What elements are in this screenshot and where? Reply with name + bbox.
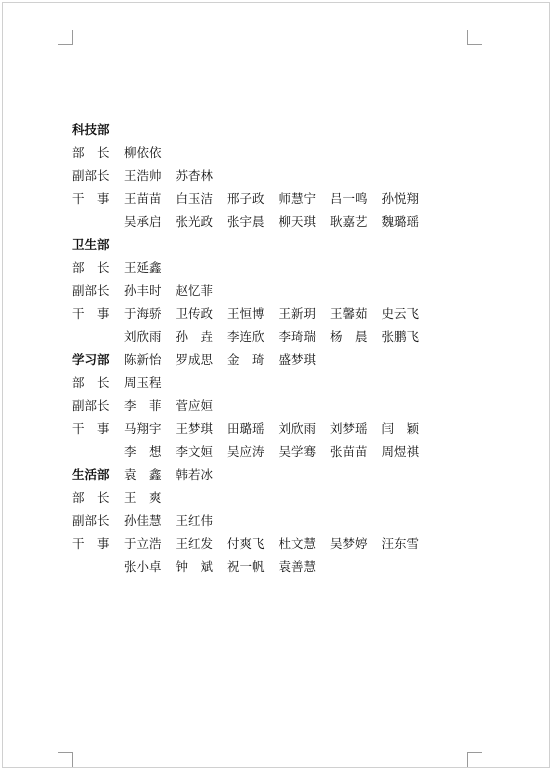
- member-name: 吴承启: [124, 214, 162, 229]
- crop-mark-bottom-left: [58, 752, 73, 767]
- member-name: 白玉洁: [175, 191, 214, 206]
- member-name: 耿嘉艺: [330, 214, 368, 229]
- member-name: 王延鑫: [124, 260, 162, 275]
- member-name: 张苗苗: [330, 444, 368, 459]
- role-label: 副部长: [72, 513, 110, 528]
- member-name: 王红伟: [175, 513, 214, 528]
- member-names: [124, 187, 444, 229]
- member-name: 周玉程: [124, 375, 162, 390]
- role-label: 部 长: [72, 490, 110, 505]
- member-name: 李 菲: [124, 398, 162, 413]
- member-name: 王恒博: [227, 306, 265, 321]
- member-name: 吴应涛: [227, 444, 265, 459]
- member-name: 李连欣: [227, 329, 265, 344]
- role-row: [72, 256, 452, 279]
- role-row: [72, 509, 452, 532]
- member-name: 袁善慧: [278, 559, 317, 574]
- member-name: 王 爽: [124, 490, 162, 505]
- role-label: 干 事: [72, 536, 110, 551]
- crop-mark-top-left: [58, 30, 73, 45]
- member-name: 孙佳慧: [124, 513, 162, 528]
- department-title: 卫生部: [72, 237, 110, 252]
- member-name: 于海骄: [124, 306, 162, 321]
- member-name: 王馨茹: [330, 306, 368, 321]
- member-name: 王浩帅: [124, 168, 162, 183]
- member-name: 王新玥: [278, 306, 317, 321]
- member-name: 盛梦琪: [278, 352, 317, 367]
- member-names: [124, 394, 444, 417]
- member-name: 周煜祺: [381, 444, 420, 459]
- crop-mark-top-right: [467, 30, 482, 45]
- member-name: 王苗苗: [124, 191, 162, 206]
- member-name: 吴学骞: [278, 444, 317, 459]
- role-row: [72, 486, 452, 509]
- member-name: 马翔宇: [124, 421, 162, 436]
- role-label: 部 长: [72, 375, 110, 390]
- member-name: 吴梦婷: [330, 536, 368, 551]
- member-name: 史云飞: [381, 306, 420, 321]
- member-name: 王梦琪: [175, 421, 214, 436]
- member-name: 汪东雪: [381, 536, 420, 551]
- member-names: [124, 532, 444, 574]
- member-name: 李 想: [124, 444, 162, 459]
- member-name: 金 琦: [227, 352, 265, 367]
- role-label: 干 事: [72, 191, 110, 206]
- role-label: 副部长: [72, 283, 110, 298]
- member-names: [124, 164, 444, 187]
- role-row: [72, 394, 452, 417]
- member-names: [124, 279, 444, 302]
- member-names: [124, 417, 444, 482]
- role-row: [72, 371, 452, 394]
- member-name: 李琦瑞: [278, 329, 317, 344]
- role-label: 副部长: [72, 398, 110, 413]
- role-label: 副部长: [72, 168, 110, 183]
- role-row: [72, 141, 452, 164]
- member-name: 刘梦瑶: [330, 421, 368, 436]
- member-name: 刘欣雨: [278, 421, 317, 436]
- member-name: 付爽飞: [227, 536, 265, 551]
- member-name: 张光政: [175, 214, 214, 229]
- member-name: 田璐瑶: [227, 421, 265, 436]
- department-title: 科技部: [72, 122, 110, 137]
- member-name: 杨 晨: [330, 329, 368, 344]
- role-row: [72, 532, 452, 574]
- member-name: 柳天琪: [278, 214, 317, 229]
- member-name: 孙 垚: [175, 329, 214, 344]
- member-name: 张宇晨: [227, 214, 265, 229]
- department-title: 生活部: [72, 467, 110, 482]
- role-row: [72, 164, 452, 187]
- member-name: 魏璐瑶: [381, 214, 420, 229]
- member-name: 苏杳林: [175, 168, 214, 183]
- member-names: [124, 256, 444, 279]
- member-name: 杜文慧: [278, 536, 317, 551]
- role-row: [72, 187, 452, 229]
- role-label: 部 长: [72, 260, 110, 275]
- member-name: 赵忆菲: [175, 283, 214, 298]
- member-name: 柳依依: [124, 145, 162, 160]
- member-name: 邢子政: [227, 191, 265, 206]
- member-name: 吕一鸣: [330, 191, 368, 206]
- member-names: [124, 371, 444, 394]
- role-label: 部 长: [72, 145, 110, 160]
- member-name: 于立浩: [124, 536, 162, 551]
- member-name: 张鹏飞: [381, 329, 420, 344]
- member-name: 孙悦翔: [381, 191, 420, 206]
- role-label: 干 事: [72, 421, 110, 436]
- role-label: 干 事: [72, 306, 110, 321]
- department-section: [72, 118, 452, 229]
- member-name: 闫 颖: [381, 421, 420, 436]
- member-name: 张小卓: [124, 559, 162, 574]
- member-name: 孙丰时: [124, 283, 162, 298]
- member-names: [124, 141, 444, 164]
- department-title: 学习部: [72, 352, 110, 367]
- member-name: 祝一帆: [227, 559, 265, 574]
- member-name: 刘欣雨: [124, 329, 162, 344]
- member-name: 韩若冰: [175, 467, 214, 482]
- member-name: 菅应姮: [175, 398, 214, 413]
- member-name: 钟 斌: [175, 559, 214, 574]
- member-names: [124, 302, 444, 367]
- document-body: [72, 118, 452, 578]
- member-name: 师慧宁: [278, 191, 317, 206]
- member-name: 卫传政: [175, 306, 214, 321]
- role-row: [72, 279, 452, 302]
- member-name: 罗成思: [175, 352, 214, 367]
- member-names: [124, 509, 444, 532]
- member-name: 李文姮: [175, 444, 214, 459]
- member-name: 陈新怡: [124, 352, 162, 367]
- crop-mark-bottom-right: [467, 752, 482, 767]
- member-names: [124, 486, 444, 509]
- member-name: 袁 鑫: [124, 467, 162, 482]
- member-name: 王红发: [175, 536, 214, 551]
